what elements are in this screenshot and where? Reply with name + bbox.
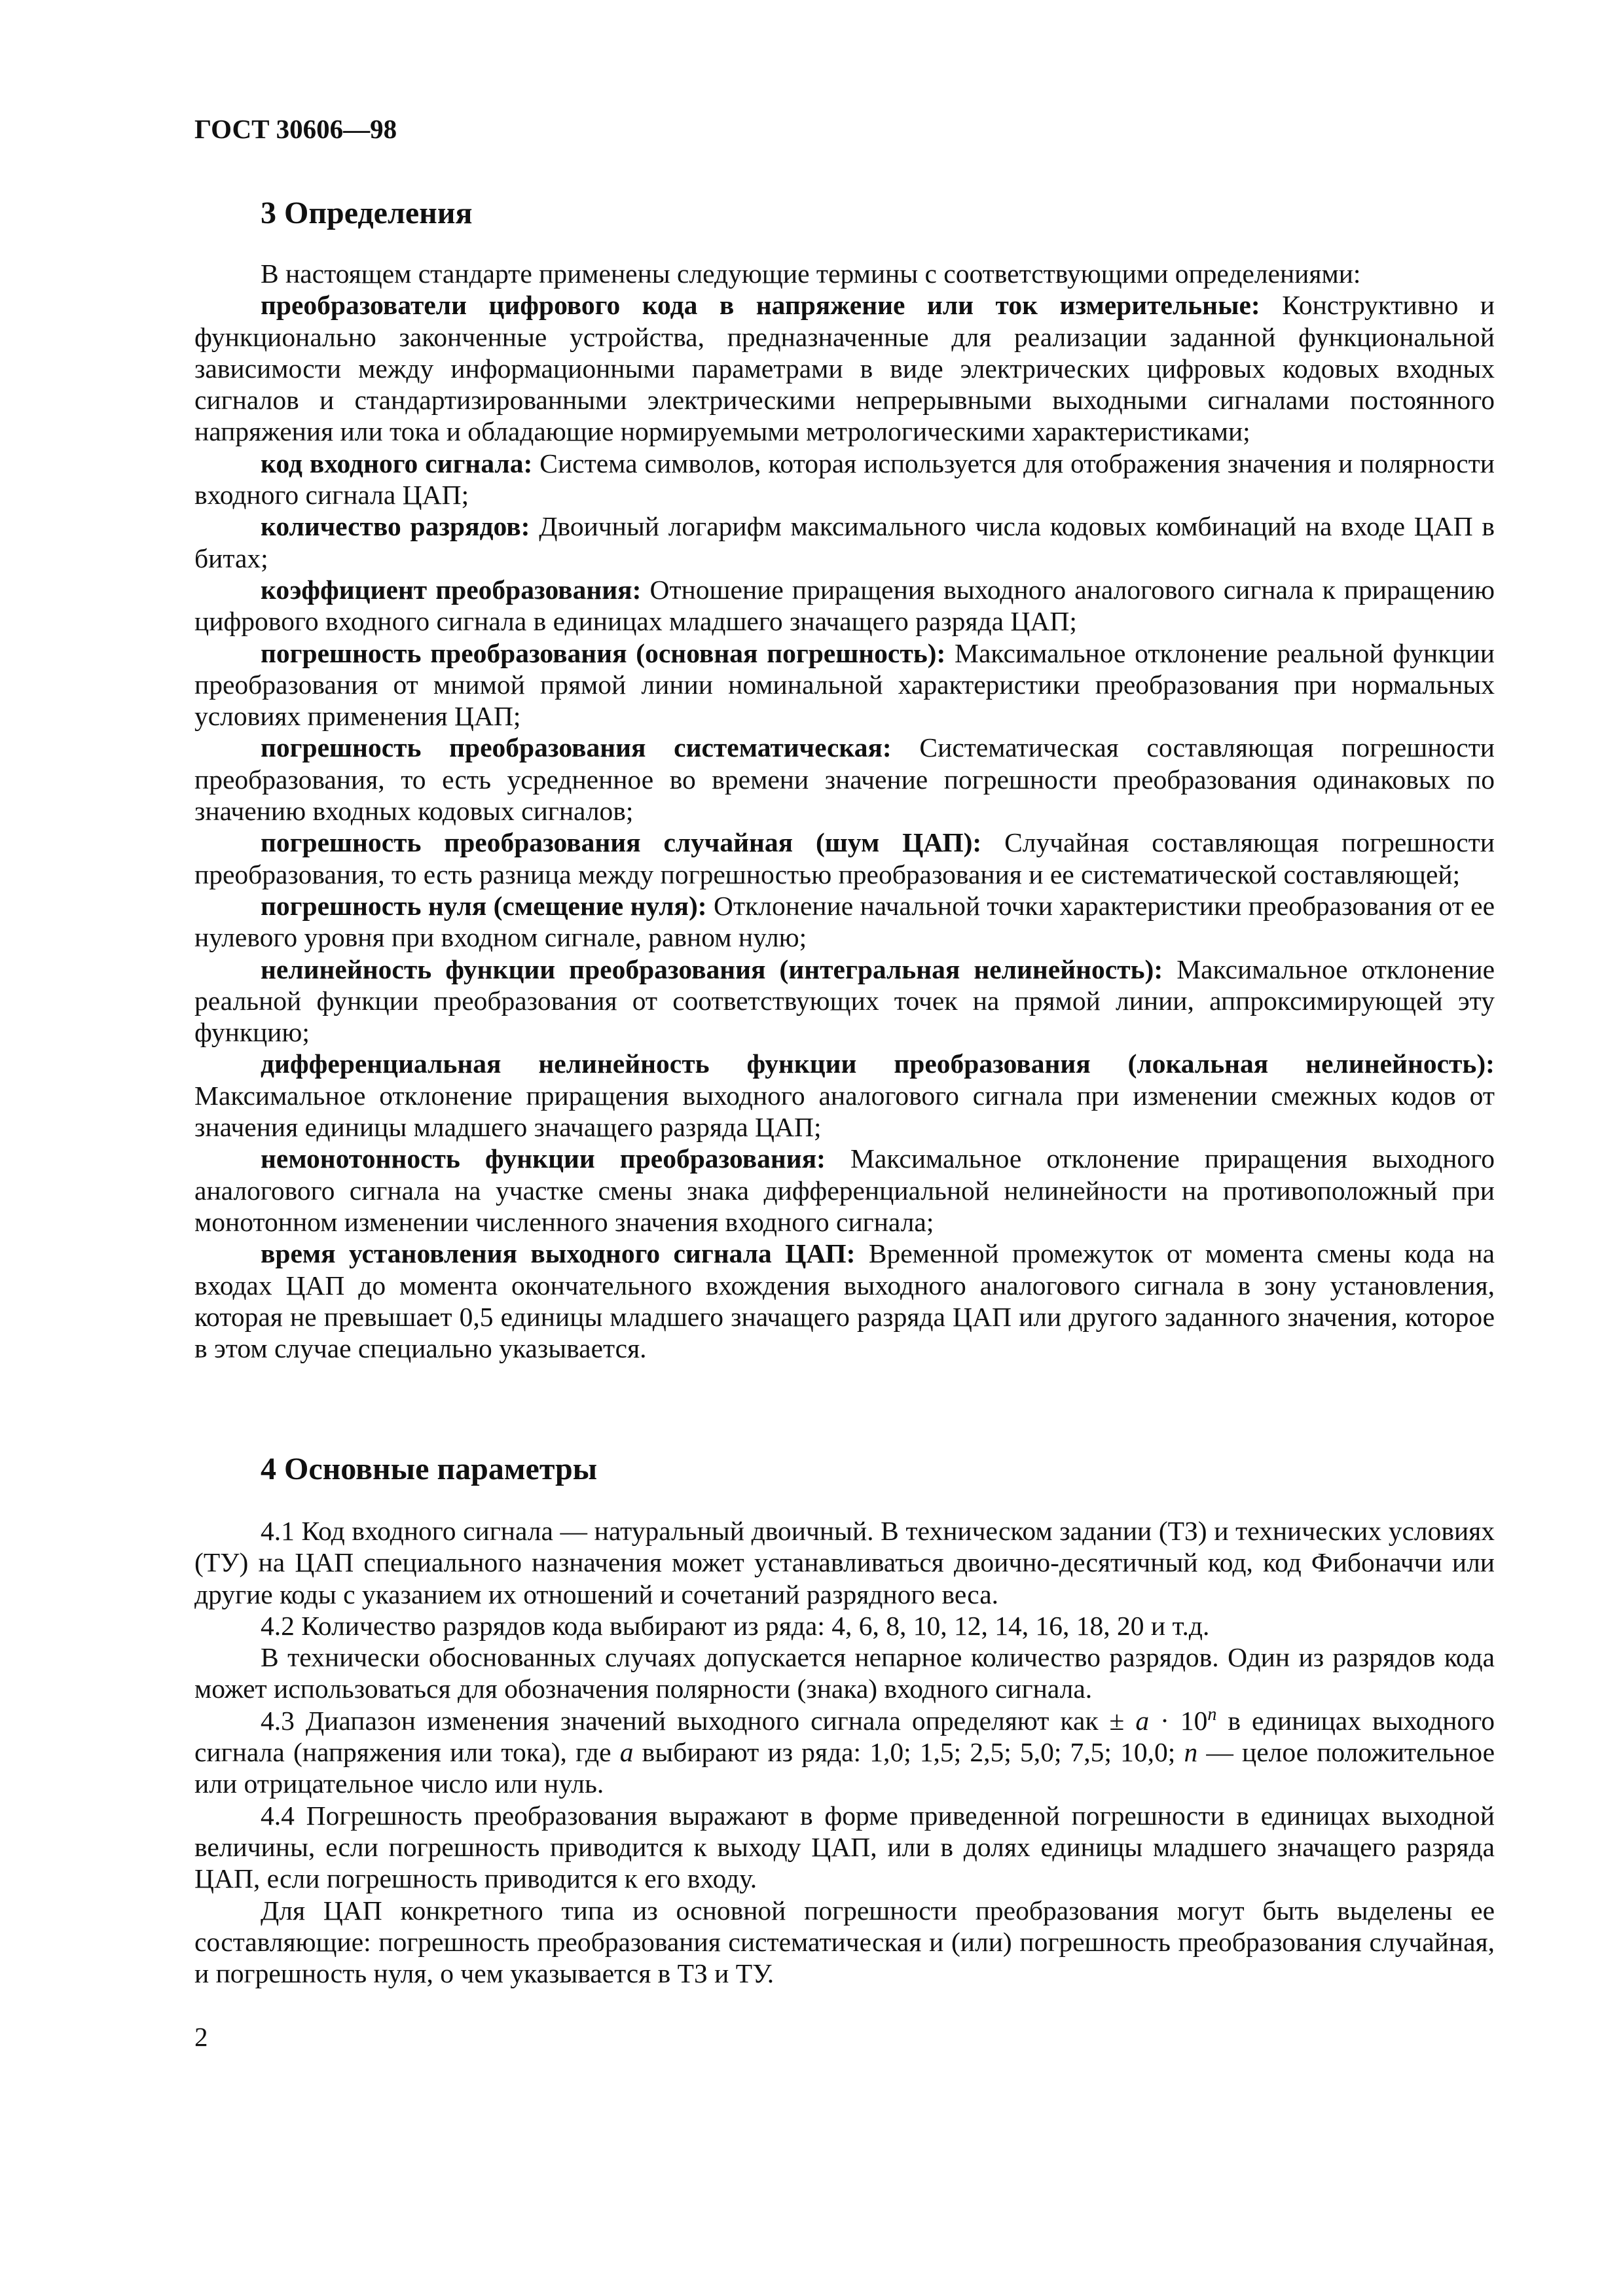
paragraph-4-2: 4.2 Количество разрядов кода выбирают из ряда: 4, 6, 8, 10, 12, 14, 16, 18, 20 и т.д. bbox=[261, 1610, 1210, 1641]
variable-a: a bbox=[619, 1737, 634, 1768]
definition-text: Отклонение начальной точки характеристики преобразования от ее нулевого уровня при входном сигнале, равном нулю; bbox=[194, 890, 1495, 953]
definition-text: Максимальное отклонение приращения выходного аналогового сигнала на участке смены знака дифференциальной нелинейности на противоположный при монотонном изменении численного значения входного сигнала; bbox=[194, 1143, 1495, 1237]
section-3-body bbox=[194, 258, 1495, 1364]
definition-term: погрешность преобразования (основная погрешность): bbox=[261, 637, 946, 668]
definition-paragraph bbox=[194, 637, 1495, 732]
definition-term: погрешность нуля (смещение нуля): bbox=[261, 890, 707, 921]
definition-text: Максимальное отклонение реальной функции преобразования от соответствующих точек на прямой линии, аппроксимирующей эту функцию; bbox=[194, 954, 1495, 1048]
definition-paragraph bbox=[194, 1048, 1495, 1143]
definition-term: коэффициент преобразования: bbox=[261, 574, 642, 605]
definition-paragraph bbox=[194, 954, 1495, 1049]
section-4-body bbox=[194, 1515, 1495, 1989]
definition-paragraph bbox=[194, 448, 1495, 511]
definition-term: количество разрядов: bbox=[261, 511, 530, 542]
definition-term: нелинейность функции преобразования (интегральная нелинейность): bbox=[261, 954, 1163, 984]
definition-paragraph bbox=[194, 890, 1495, 954]
section-3-title: 3 Определения bbox=[261, 196, 473, 230]
exponent-n: n bbox=[1207, 1704, 1217, 1725]
paragraph-4-3: 4.3 Диапазон изменения значений выходного сигнала определяют как ± $a \cdot 10^n$ в единицах выходного сигнала (напряжения или тока), где a выбирают из ряда: 1,0; 1,5; 2,5; 5,0; 7,5; 10,0; n — целое положительное или отрицательное число или нуль. bbox=[194, 1704, 1495, 1799]
section-4-title: 4 Основные параметры bbox=[261, 1452, 598, 1486]
definition-term: дифференциальная нелинейность функции преобразования (локальная нелинейность): bbox=[261, 1049, 1495, 1079]
page-number: 2 bbox=[194, 2022, 208, 2052]
definition-paragraph bbox=[194, 511, 1495, 574]
variable-a: a bbox=[1135, 1705, 1150, 1736]
definition-text: Временной промежуток от момента смены кода на входах ЦАП до момента окончательного вхождения выходного аналогового сигнала в зону установления, которая не превышает 0,5 единицы младшего значащего разряда ЦАП или другого заданного значения, которое в этом случае специально указывается. bbox=[194, 1238, 1495, 1364]
definition-paragraph bbox=[194, 827, 1495, 890]
definition-paragraph bbox=[194, 732, 1495, 827]
definition-term: код входного сигнала: bbox=[261, 448, 533, 478]
paragraph-4-1: 4.1 Код входного сигнала — натуральный двоичный. В техническом задании (ТЗ) и технических условиях (ТУ) на ЦАП специального назначения может устанавливаться двоично-десятичный код, код Фибоначчи или другие коды с указанием их отношений и сочетаний разрядного веса. bbox=[194, 1516, 1495, 1609]
definition-paragraph bbox=[194, 289, 1495, 447]
definition-term: погрешность преобразования случайная (шум ЦАП): bbox=[261, 827, 982, 858]
paragraph-4-4-continued: Для ЦАП конкретного типа из основной погрешности преобразования могут быть выделены ее составляющие: погрешность преобразования систематическая и (или) погрешность преобразования случайная, и погрешность нуля, о чем указывается в ТЗ и ТУ. bbox=[194, 1895, 1495, 1989]
definition-text: Максимальное отклонение реальной функции преобразования от мнимой прямой линии номинальной характеристики преобразования при нормальных условиях применения ЦАП; bbox=[194, 637, 1495, 732]
section-3-intro: В настоящем стандарте применены следующие термины с соответствующими определениями: bbox=[261, 259, 1361, 289]
definition-paragraph bbox=[194, 574, 1495, 637]
document-header: ГОСТ 30606—98 bbox=[194, 114, 397, 144]
paragraph-4-2-continued: В технически обоснованных случаях допускается непарное количество разрядов. Один из разрядов кода может использоваться для обозначения полярности (знака) входного сигнала. bbox=[194, 1642, 1495, 1704]
definition-text: Систематическая составляющая погрешности преобразования, то есть усредненное во времени значение погрешности преобразования одинаковых по значению входных кодовых сигналов; bbox=[194, 732, 1495, 827]
definition-text: Система символов, которая используется для отображения значения и полярности входного сигнала ЦАП; bbox=[194, 448, 1495, 511]
definition-term: преобразователи цифрового кода в напряжение или ток измерительные: bbox=[261, 290, 1260, 321]
definition-paragraph bbox=[194, 1143, 1495, 1238]
definition-paragraph bbox=[194, 1238, 1495, 1364]
definition-term: погрешность преобразования систематическая: bbox=[261, 732, 892, 763]
definition-term: время установления выходного сигнала ЦАП: bbox=[261, 1238, 856, 1269]
definition-text: Отношение приращения выходного аналогового сигнала к приращению цифрового входного сигнала в единицах младшего значащего разряда ЦАП; bbox=[194, 574, 1495, 637]
variable-n: n bbox=[1184, 1737, 1198, 1768]
definition-text: Двоичный логарифм максимального числа кодовых комбинаций на входе ЦАП в битах; bbox=[194, 511, 1495, 573]
paragraph-4-4: 4.4 Погрешность преобразования выражают в форме приведенной погрешности в единицах выходной величины, если погрешность приводится к выходу ЦАП, или в долях единицы младшего значащего разряда ЦАП, если погрешность приводится к его входу. bbox=[194, 1800, 1495, 1894]
definition-term: немонотонность функции преобразования: bbox=[261, 1143, 826, 1174]
definition-text: Максимальное отклонение приращения выходного аналогового сигнала при изменении смежных кодов от значения единицы младшего значащего разряда ЦАП; bbox=[194, 1080, 1495, 1143]
definition-text: Конструктивно и функционально законченные устройства, предназначенные для реализации заданной функциональной зависимости между информационными параметрами в виде электрических цифровых кодовых входных сигналов и стандартизированными электрическими непрерывными выходными сигналами постоянного напряжения или тока и обладающие нормируемыми метрологическими характеристиками; bbox=[194, 290, 1495, 447]
definition-text: Случайная составляющая погрешности преобразования, то есть разница между погрешностью преобразования и ее систематической составляющей; bbox=[194, 827, 1495, 889]
